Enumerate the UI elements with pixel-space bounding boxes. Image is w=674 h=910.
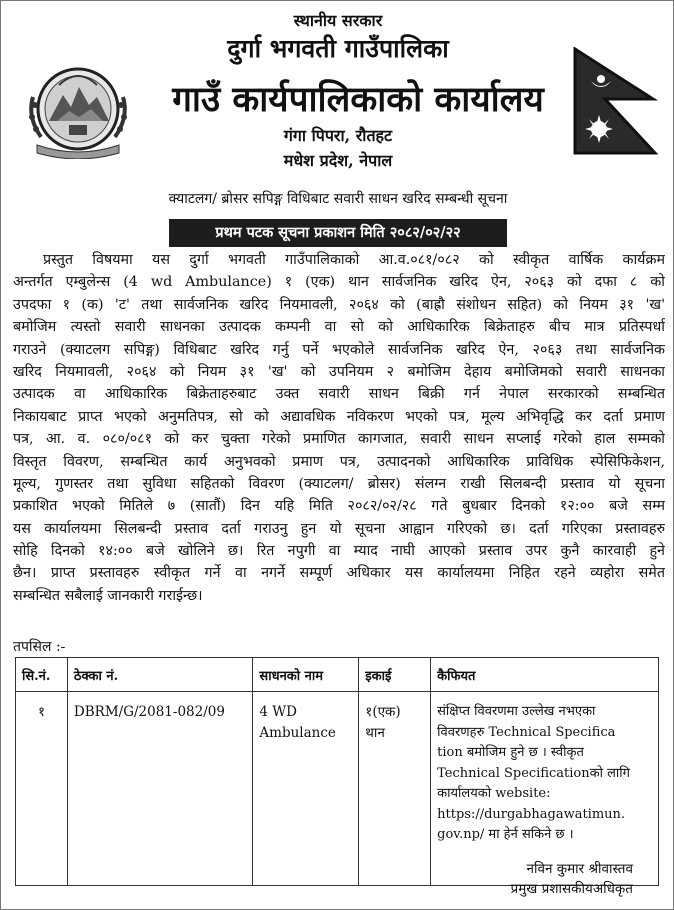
column-header-contract-no: ठेक्का नं. — [67, 658, 253, 692]
column-header-remarks: कैफियत — [431, 658, 659, 692]
address-line-2: मधेश प्रदेश, नेपाल — [283, 151, 393, 170]
body-line: पत्र, आ. व. ०८०/०८१ को कर चुक्ता गरेको प्रमाणित कागजात, सवारी साधन सप्लाई गरेको हाल सम्मको — [13, 431, 665, 448]
office-name: गाउँ कार्यपालिकाको कार्यालय — [172, 79, 544, 120]
schedule-table — [15, 657, 659, 886]
cell-remarks — [431, 692, 659, 886]
table-header-row — [16, 658, 659, 692]
body-line: छैन। प्राप्त प्रस्तावहरु स्वीकृत गर्ने वा नगर्ने सम्पूर्ण अधिकार यस कार्यालयमा निहित रहने व्यहोरा समेत — [13, 565, 665, 582]
table-row — [16, 692, 659, 886]
body-line: सम्बन्धित सबैलाई जानकारी गराईन्छ। — [13, 587, 203, 604]
body-line: प्रकाशित भएको मितिले ७ (सातौं) दिन यहि मिति २०८२/०२/२८ गते बुधबार दिनको १२:०० बजे सम्म — [13, 498, 665, 515]
notice-body — [13, 249, 665, 607]
remarks-line: संक्षिप्त विवरणमा उल्लेख नभएका — [437, 704, 596, 719]
signatory-designation: प्रमुख प्रशासकीयअधिकृत — [510, 881, 633, 897]
signatory-name: नविन कुमार श्रीवास्तव — [526, 861, 633, 877]
body-line: अन्तर्गत एम्बुलेन्स (4 wd Ambulance) १ (एक) थान सार्वजनिक खरिद ऐन, २०६३ को दफा ८ को — [13, 274, 665, 291]
signature-block — [511, 859, 633, 899]
column-header-sn: सि.नं. — [16, 658, 68, 692]
body-line: उत्पादक वा आधिकारिक बिक्रेताहरुबाट उक्त सवारी साधन बिक्री गर्न नेपाल सरकारको सम्बन्धित — [13, 386, 665, 403]
address-line-1: गंगा पिपरा, रौतहट — [283, 126, 393, 145]
unit-line: १(एक) — [365, 704, 401, 720]
body-line: मूल्य, गुणस्तर तथा सुविधा सहितको विवरण (क्याटलग/ ब्रोसर) संलग्न राखी सिलबन्दी प्रस्ताव यो सूचना — [13, 475, 665, 492]
schedule-label: तपसिल :- — [13, 639, 66, 655]
cell-contract-no: DBRM/G/2081-082/09 — [67, 692, 253, 886]
cell-unit — [359, 692, 431, 886]
body-line: निकायबाट प्राप्त भएको अनुमतिपत्र, सो को अद्यावधिक नविकरण भएको पत्र, मूल्य अभिवृद्धि कर दर्ता प्रमाण — [13, 408, 665, 425]
publication-date-banner: प्रथम पटक सूचना प्रकाशन मिति २०८२/०२/२२ — [169, 219, 507, 247]
remarks-line: https://durgabhagawatimun. — [437, 806, 626, 822]
remarks-line: विवरणहरु Technical Specifica — [437, 724, 616, 740]
column-header-item-name: साधनको नाम — [253, 658, 359, 692]
body-line: गराउने (क्याटलग सपिङ्ग) विधिबाट खरिद गर्नु पर्ने भएकोले सार्वजनिक खरिद ऐन, २०६३ तथा सार्वजनिक — [13, 341, 665, 358]
body-line: सोहि दिनको १४:०० बजे खोलिने छ। रित नपुगी वा म्याद नाघी आएको प्रस्ताव उपर कुनै कारवाही हुने — [13, 543, 665, 560]
unit-line: थान — [365, 724, 385, 741]
remarks-line: कार्यालयको website: — [437, 786, 551, 801]
body-line: प्रस्तुत विषयमा यस दुर्गा भगवती गाउँपालिकाको आ.व.०८१/०८२ को स्वीकृत वार्षिक कार्यक्रम — [43, 252, 665, 268]
remarks-line: tion बमोजिम हुने छ । स्वीकृत — [437, 745, 584, 760]
cell-item-name — [253, 692, 359, 886]
notice-title: क्याटलग/ ब्रोसर सपिङ्ग विधिबाट सवारी साधन खरिद सम्बन्धी सूचना — [168, 191, 508, 207]
local-government-label: स्थानीय सरकार — [293, 11, 383, 30]
column-header-unit: इकाई — [359, 658, 431, 692]
item-name-line: 4 WD — [259, 704, 298, 720]
body-line: यस कार्यालयमा सिलबन्दी प्रस्ताव दर्ता गराउनु हुन यो सूचना आह्वान गरिएको छ। दर्ता गरिएका प्रस्तावहरु — [13, 520, 665, 537]
body-line: खरिद नियमावली, २०६४ को नियम ३१ 'ख' को उपनियम २ बमोजिम देहाय बमोजिमको सवारी साधनका — [13, 363, 665, 380]
body-line: बमोजिम त्यस्तो सवारी साधनका उत्पादक कम्पनी वा सो को आधिकारिक बिक्रेताहरु बीच मात्र प्रतिस्पर्धा — [13, 319, 665, 336]
remarks-line: gov.np/ मा हेर्न सकिने छ । — [437, 827, 574, 842]
body-line: विस्तृत विवरण, सम्बन्धित कार्य अनुभवको प्रमाण पत्र, उत्पादनको आधिकारिक प्राविधिक स्पेसिफिकेशन, — [13, 453, 665, 470]
body-line: उपदफा १ (क) 'ट' तथा सार्वजनिक खरिद नियमावली, २०६४ को (बाह्रौ संशोधन सहित) को नियम ३१ 'ख' — [13, 296, 665, 313]
municipality-name: दुर्गा भगवती गाउँपालिका — [227, 34, 449, 63]
remarks-line: Technical Specificationको लागि — [437, 765, 630, 781]
item-name-line: Ambulance — [259, 724, 336, 741]
cell-sn: १ — [16, 692, 68, 886]
